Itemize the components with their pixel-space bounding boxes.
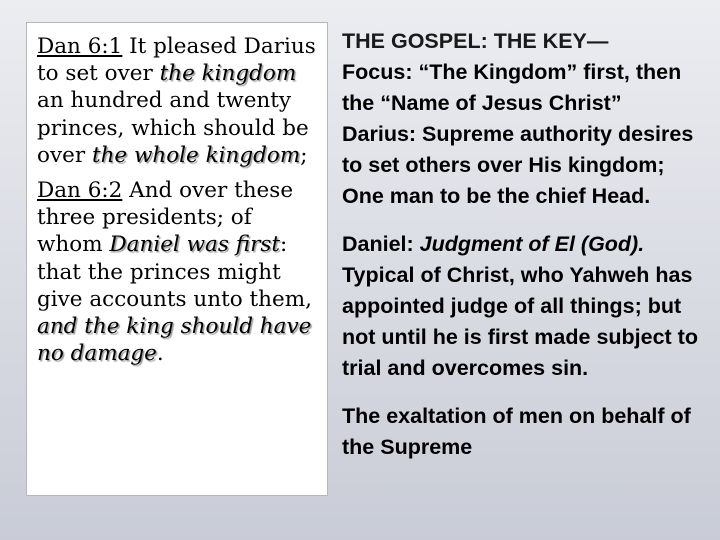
darius-paragraph: Darius: Supreme authority desires to set others over His kingdom; One man to be the chief Head. bbox=[342, 122, 694, 208]
daniel-label: Daniel: bbox=[342, 232, 420, 256]
scripture-box bbox=[26, 22, 328, 496]
daniel-meaning: Judgment of El (God). bbox=[419, 232, 645, 256]
verse-text: . bbox=[156, 341, 164, 367]
focus-paragraph: Focus: “The Kingdom” first, then the “Name of Jesus Christ” bbox=[342, 60, 682, 115]
verse-text: It pleased Darius to set over bbox=[37, 34, 316, 87]
verse-reference: Dan 6:2 bbox=[37, 178, 123, 204]
verse-text: : that the princes might give accounts unto them, bbox=[37, 232, 312, 312]
verse-emphasis: the kingdom bbox=[159, 61, 297, 87]
verse-emphasis: and the king should have no damage bbox=[37, 314, 312, 367]
verse-text: an hundred and twenty princes, which should be over bbox=[37, 88, 309, 168]
verse-dan-6-2 bbox=[37, 177, 317, 367]
verse-reference: Dan 6:1 bbox=[37, 34, 123, 59]
exaltation-paragraph: The exaltation of men on behalf of the Supreme bbox=[342, 404, 691, 459]
daniel-description: Typical of Christ, who Yahweh has appointed judge of all things; but not until he is first made subject to trial and overcomes sin. bbox=[342, 263, 698, 380]
commentary-column bbox=[342, 26, 712, 540]
verse-emphasis: Daniel was first bbox=[109, 232, 281, 258]
verse-text: ; bbox=[300, 142, 308, 168]
daniel-paragraph bbox=[342, 229, 712, 384]
verse-text: And over these three presidents; of whom bbox=[37, 178, 294, 258]
slide-heading: THE GOSPEL: THE KEY— bbox=[342, 29, 609, 53]
verse-emphasis: the whole kingdom bbox=[91, 142, 301, 168]
verse-dan-6-1 bbox=[37, 33, 317, 169]
